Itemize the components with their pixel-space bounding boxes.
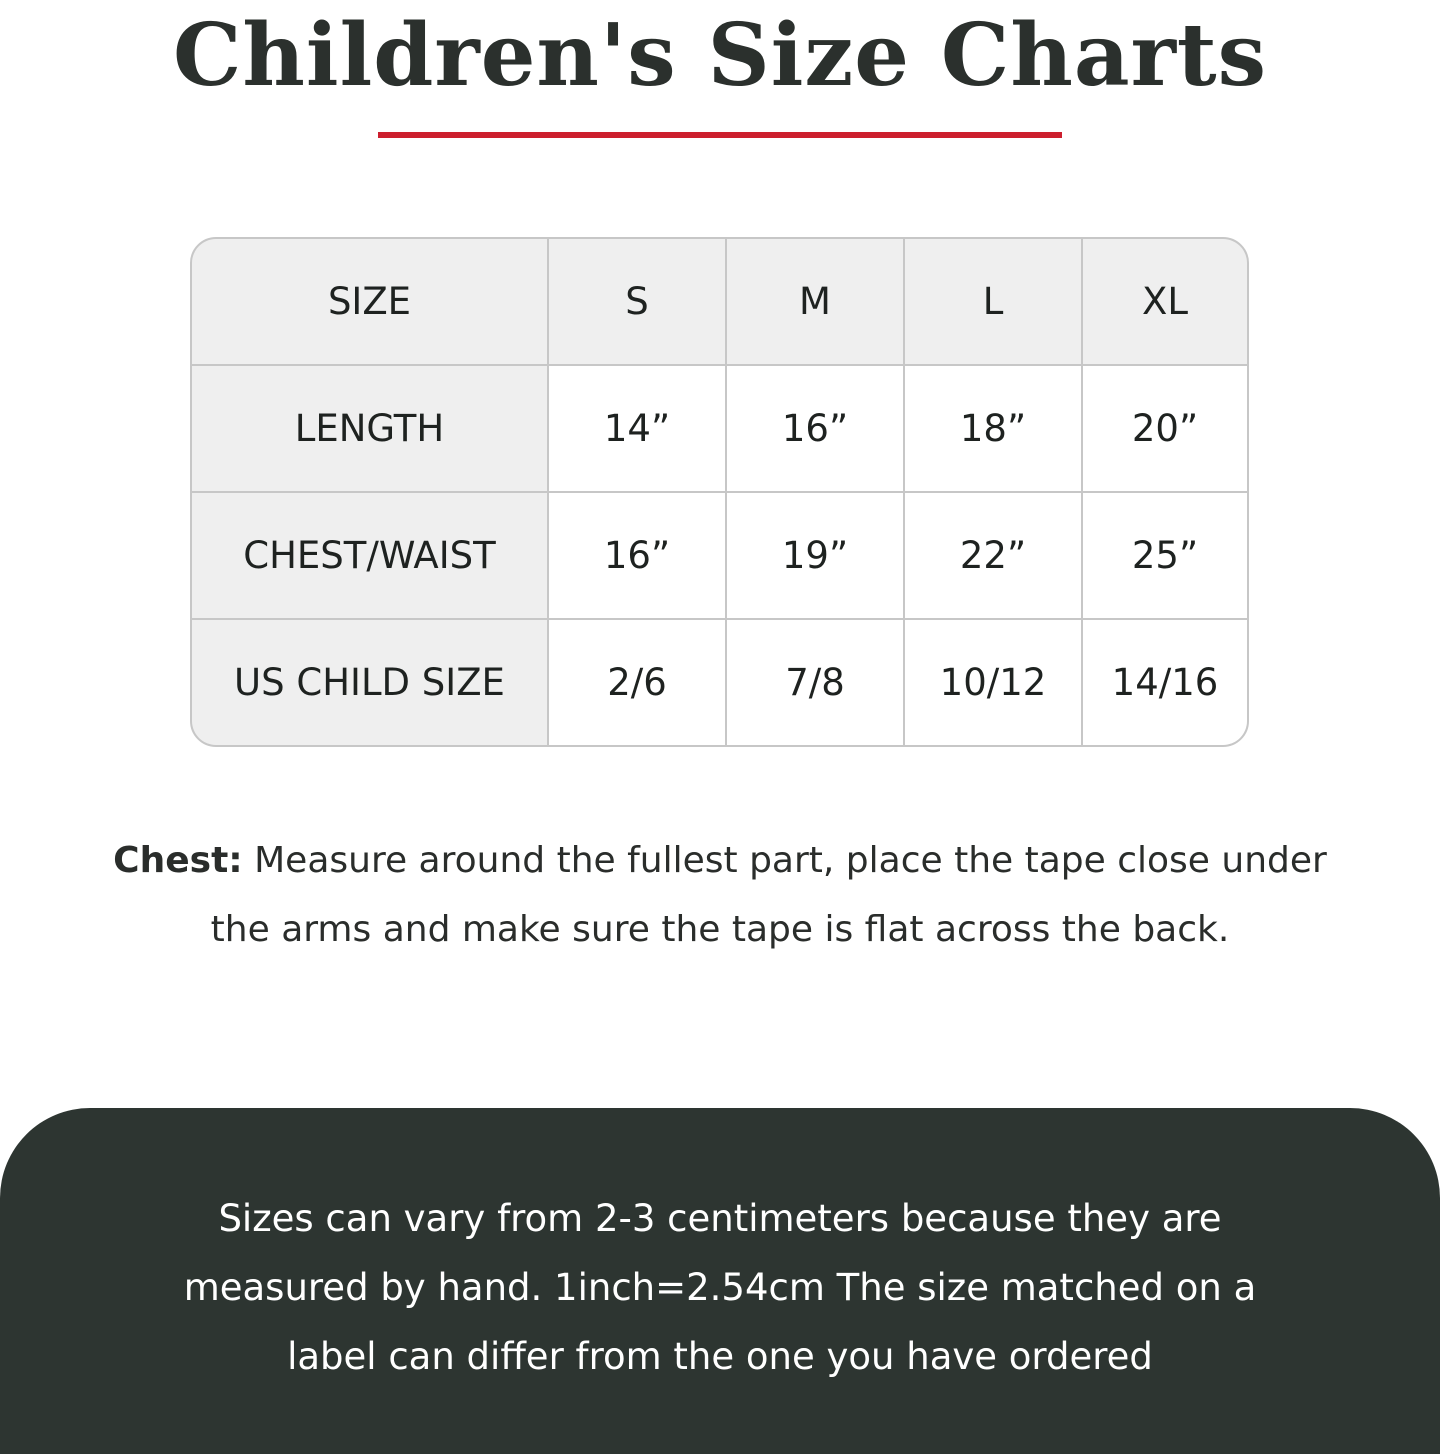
table-cell: 22” (905, 493, 1081, 618)
page-title: Children's Size Charts (172, 5, 1268, 106)
table-cell: 2/6 (549, 620, 725, 745)
row-label-chest-waist: CHEST/WAIST (192, 493, 547, 618)
row-label-length: LENGTH (192, 366, 547, 491)
table-cell: 19” (727, 493, 903, 618)
table-header-cell: L (905, 239, 1081, 364)
table-header-cell: M (727, 239, 903, 364)
table-cell: 14” (549, 366, 725, 491)
table-cell: 7/8 (727, 620, 903, 745)
table-cell: 16” (727, 366, 903, 491)
table-header-cell: SIZE (192, 239, 547, 364)
title-underline (378, 132, 1062, 138)
size-chart-table (190, 237, 1249, 747)
table-cell: 25” (1083, 493, 1247, 618)
note-label: Chest: (113, 840, 243, 881)
note-text: Measure around the fullest part, place the tape close under the arms and make sure the tape is flat across the back. (210, 840, 1327, 950)
row-label-us-child-size: US CHILD SIZE (192, 620, 547, 745)
chest-measure-note (100, 826, 1340, 964)
table-cell: 20” (1083, 366, 1247, 491)
table-cell: 10/12 (905, 620, 1081, 745)
disclaimer-text: Sizes can vary from 2-3 centimeters because they are measured by hand. 1inch=2.54cm The size matched on a label can differ from the one you have ordered (183, 1197, 1257, 1378)
table-cell: 18” (905, 366, 1081, 491)
table-cell: 14/16 (1083, 620, 1247, 745)
table-cell: 16” (549, 493, 725, 618)
table-header-cell: XL (1083, 239, 1247, 364)
table-header-cell: S (549, 239, 725, 364)
